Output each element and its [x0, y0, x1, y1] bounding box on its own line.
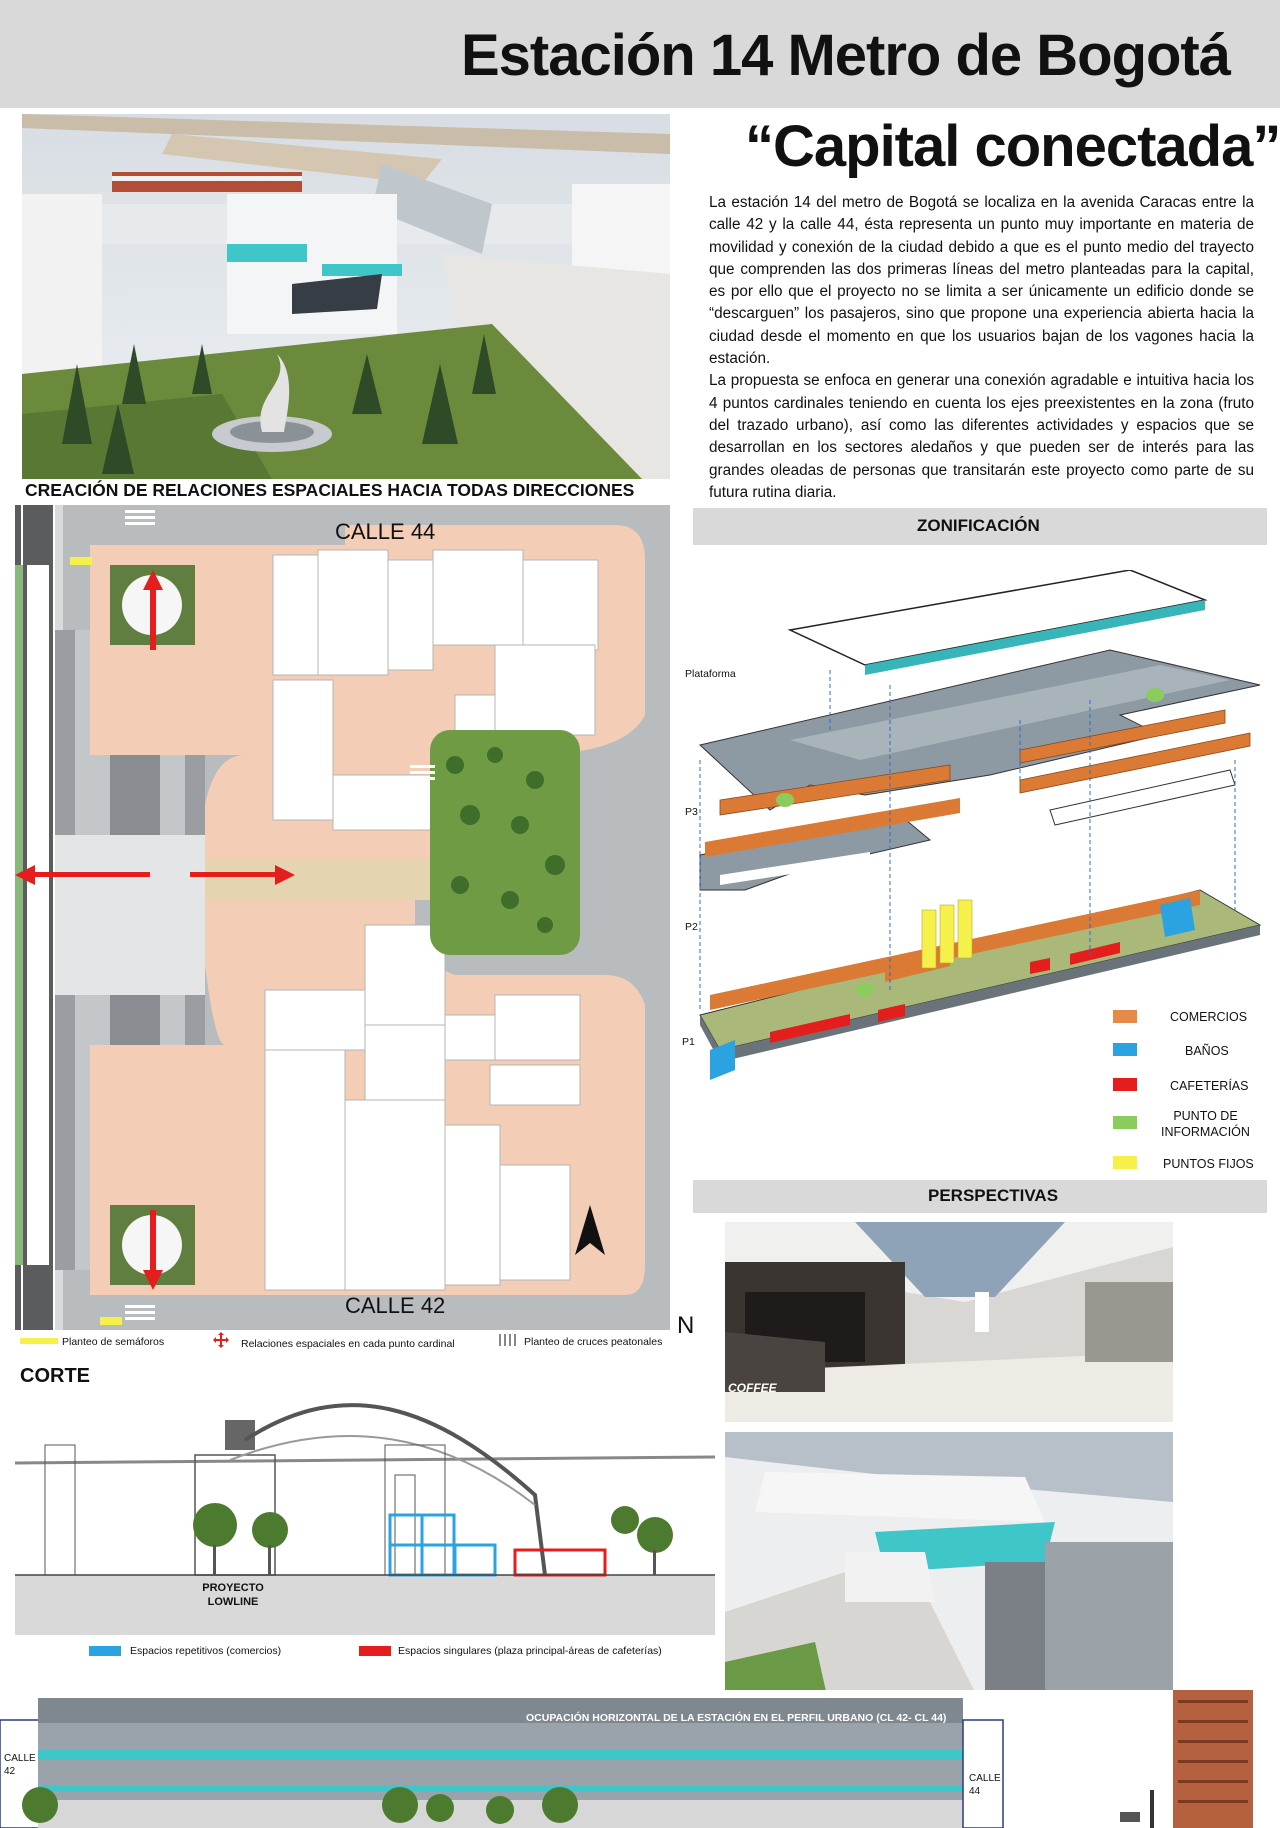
legend-banos-swatch: [1113, 1043, 1137, 1056]
legend-singulares-label: Espacios singulares (plaza principal-áreas de cafeterías): [398, 1645, 662, 1657]
legend-semaforos-label: Planteo de semáforos: [62, 1336, 165, 1348]
legend-cafeterias-swatch: [1113, 1078, 1137, 1091]
legend-cruces-label: Planteo de cruces peatonales: [524, 1336, 663, 1348]
perspectivas-heading: PERSPECTIVAS: [928, 1186, 1059, 1205]
zonificacion-heading: ZONIFICACIÓN: [917, 516, 1040, 535]
legend-cafeterias-label: CAFETERÍAS: [1170, 1079, 1249, 1093]
elevation-label-calle-44: CALLE 44: [969, 1773, 1001, 1797]
description-paragraph-2: La propuesta se enfoca en generar una conexión agradable e intuitiva hacia los 4 puntos cardinales teniendo en cuenta los ejes preexistentes en la zona (fruto del trazado urbano), así como las diferentes actividades y espacios que se desarrollan en los sectores aledaños y que pueden ser de interés para las grandes oleadas de personas que transitarán este proyecto como parte de su futura rutina diaria.: [709, 372, 1254, 501]
legend-comercios-swatch: [1113, 1010, 1137, 1023]
legend-semaforos-swatch: [20, 1338, 58, 1344]
legend-comercios-label: COMERCIOS: [1170, 1010, 1248, 1024]
corte-heading: CORTE: [20, 1365, 90, 1387]
perspective-render-2: [725, 1432, 1173, 1732]
legend-banos-label: BAÑOS: [1185, 1044, 1229, 1058]
lowline-label: PROYECTO LOWLINE: [202, 1582, 264, 1608]
level-label-plataforma: Plataforma: [685, 668, 736, 680]
legend-puntos-fijos-label: PUNTOS FIJOS: [1163, 1157, 1254, 1171]
plan-heading: CREACIÓN DE RELACIONES ESPACIALES HACIA TODAS DIRECCIONES: [25, 480, 635, 500]
level-label-p1: P1: [682, 1036, 695, 1048]
street-label-calle-42: CALLE 42: [345, 1293, 446, 1318]
perspective-render-1: [725, 1222, 1173, 1422]
description-paragraph-1: La estación 14 del metro de Bogotá se localiza en la avenida Caracas entre la calle 42 y la calle 44, ésta representa un punto muy importante en materia de movilidad y conexión de la ciudad debido a que es el punto medio del trayecto que comprenden las dos primeras líneas del metro planteadas para la capital, es por ello que el proyecto no se limita a ser únicamente un edificio donde se “descarguen” los pasajeros, sino que propone una experiencia abierta hacia la ciudad desde el momento en que los usuarios bajan de los vagones hacia la estación.: [709, 194, 1254, 368]
project-subtitle: “Capital conectada”: [745, 114, 1280, 179]
legend-singulares-swatch: [359, 1646, 391, 1656]
station-render: [22, 114, 670, 479]
legend-informacion-label: PUNTO DE INFORMACIÓN: [1161, 1109, 1250, 1139]
elevation-label-calle-42: CALLE 42: [4, 1753, 36, 1777]
legend-repetitivos-label: Espacios repetitivos (comercios): [130, 1645, 282, 1657]
legend-informacion-swatch: [1113, 1116, 1137, 1129]
legend-puntos-fijos-swatch: [1113, 1156, 1137, 1169]
legend-repetitivos-swatch: [89, 1646, 121, 1656]
street-label-calle-44: CALLE 44: [335, 519, 436, 544]
page-title: Estación 14 Metro de Bogotá: [460, 23, 1230, 88]
zonificacion-diagram: [690, 570, 1270, 1150]
north-label: N: [677, 1312, 695, 1339]
site-plan: [15, 505, 670, 1330]
elevation-heading: OCUPACIÓN HORIZONTAL DE LA ESTACIÓN EN EL PERFIL URBANO (CL 42- CL 44): [526, 1712, 947, 1724]
section-drawing: [15, 1395, 715, 1635]
crosswalk-icon: [498, 1333, 516, 1345]
urban-elevation: [0, 1690, 1280, 1828]
project-description: [709, 192, 1254, 504]
level-label-p3: P3: [685, 806, 698, 818]
cross-arrows-icon: [213, 1332, 229, 1348]
legend-relaciones-label: Relaciones espaciales en cada punto cardinal: [241, 1338, 455, 1350]
level-label-p2: P2: [685, 921, 698, 933]
coffee-sign: COFFEE: [728, 1381, 777, 1395]
